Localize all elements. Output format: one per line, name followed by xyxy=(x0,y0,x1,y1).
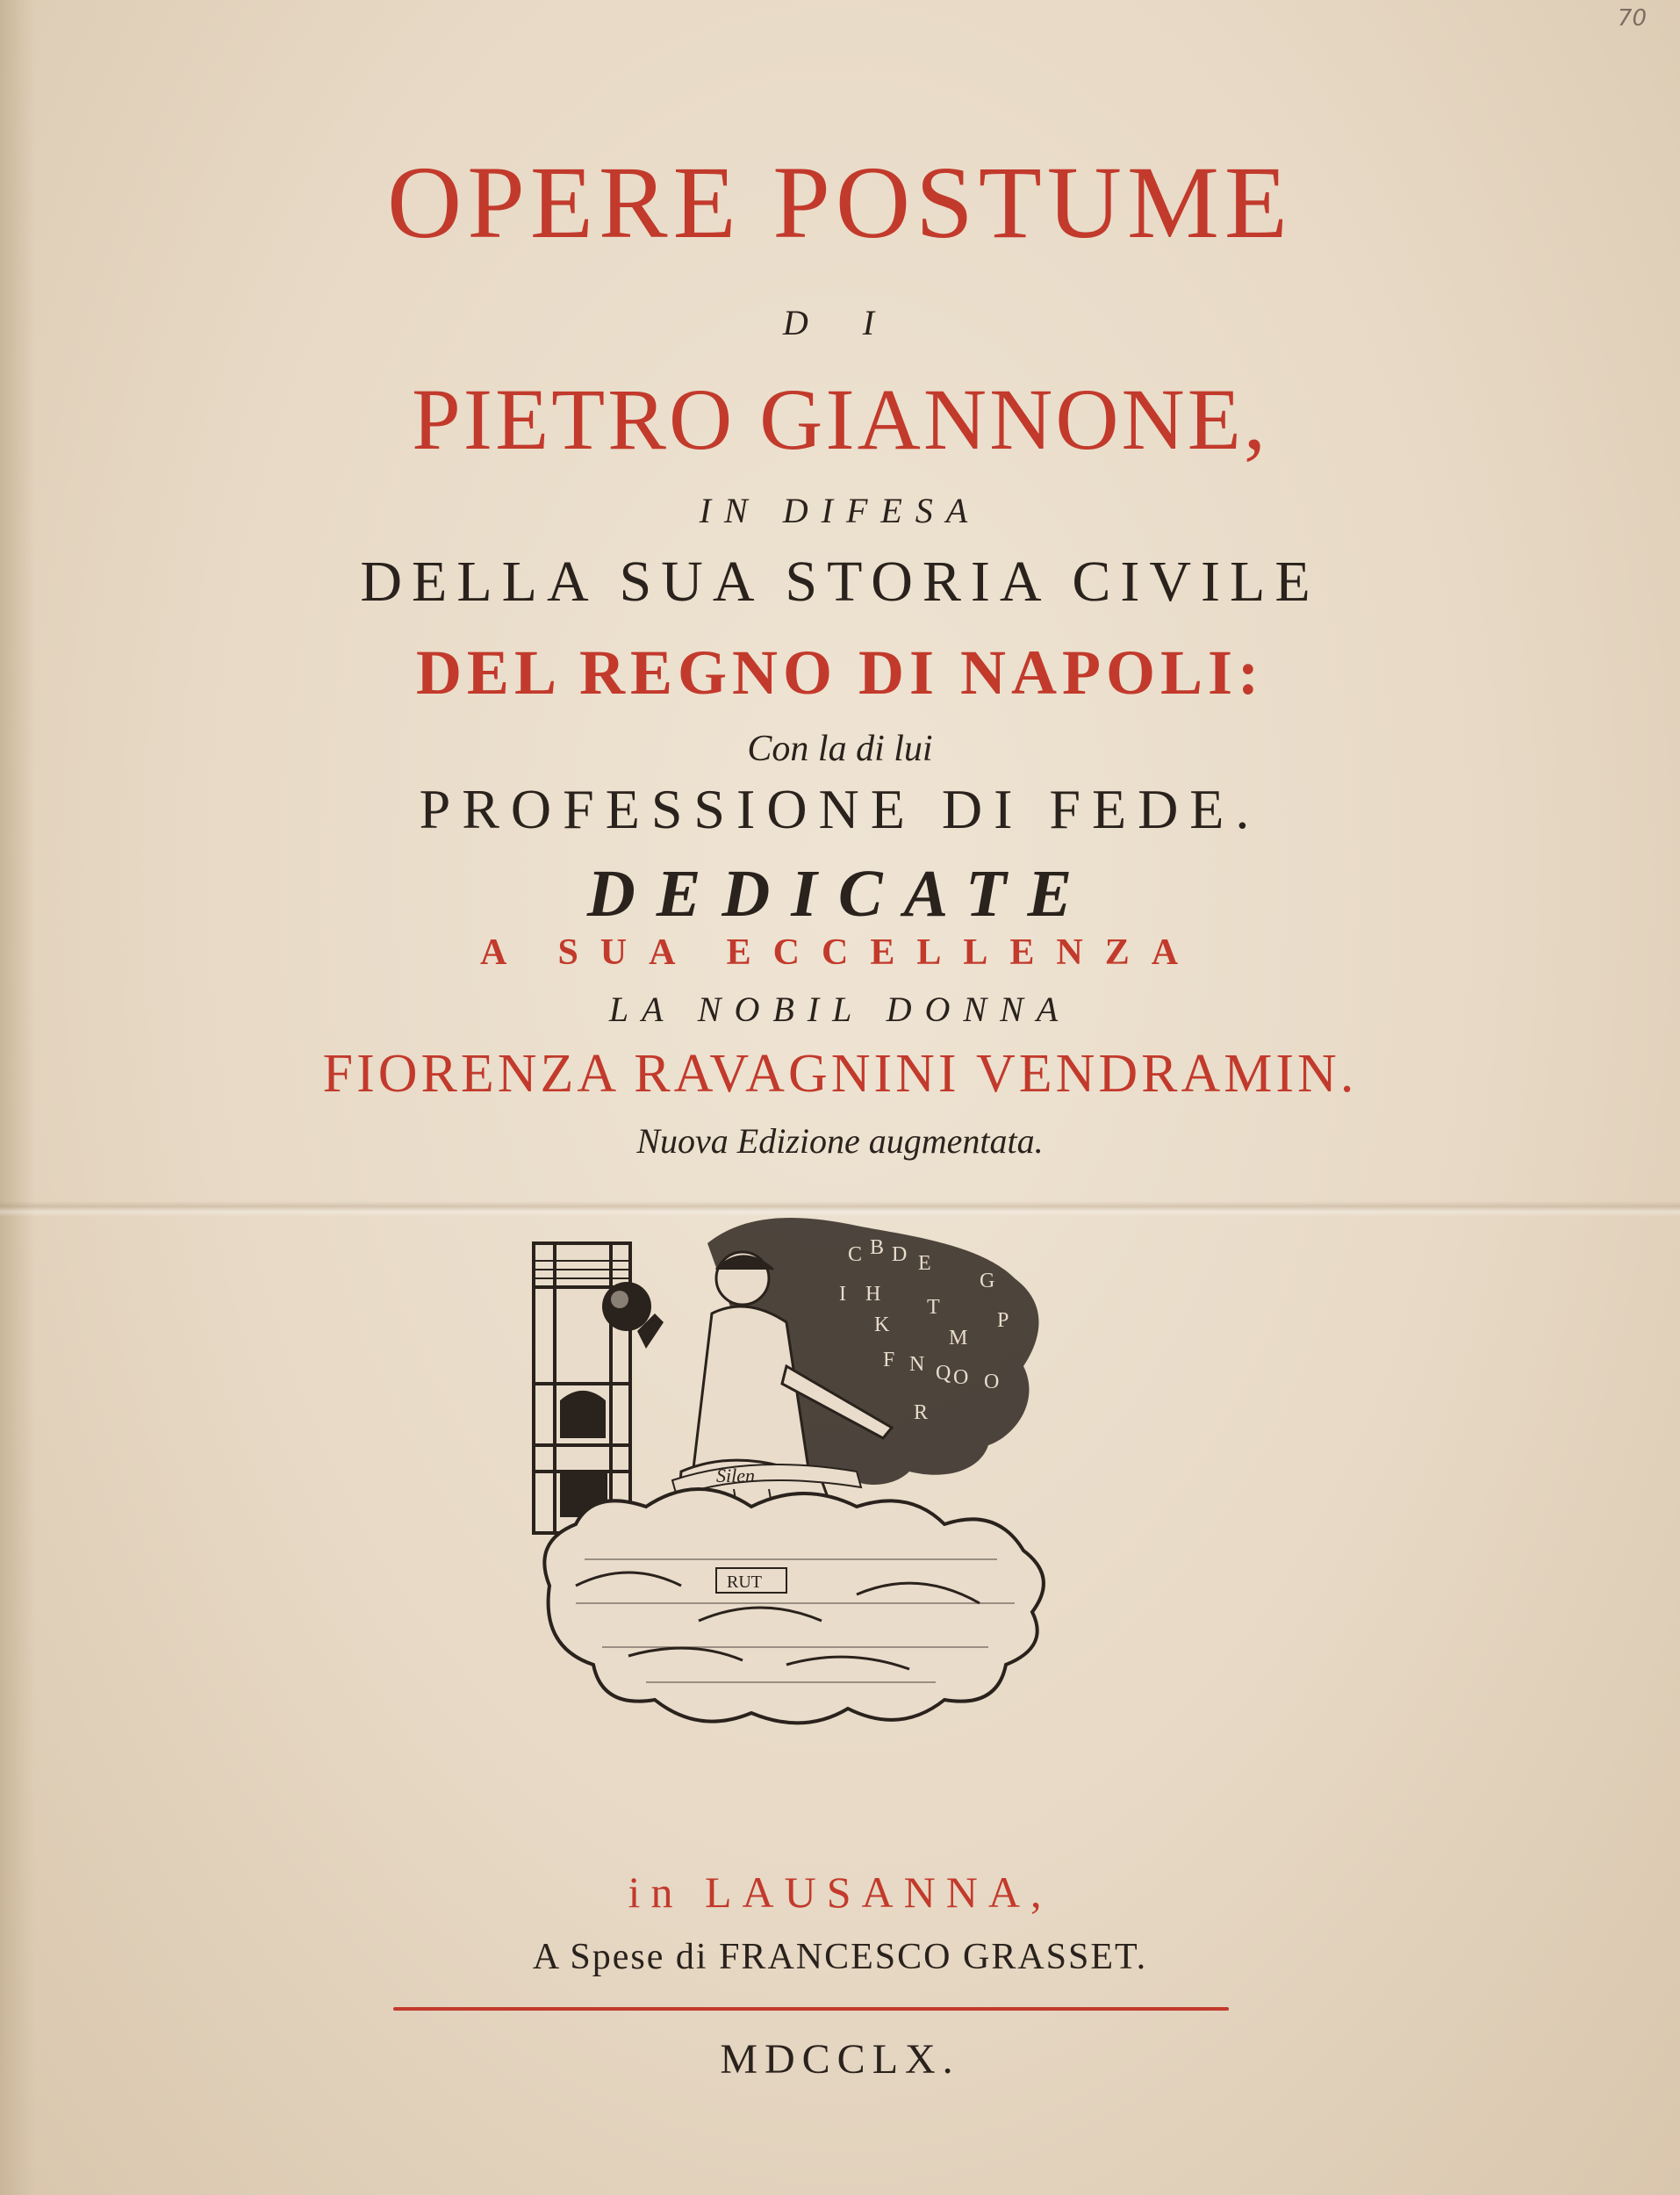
svg-text:Q: Q xyxy=(936,1362,951,1385)
svg-text:B: B xyxy=(870,1236,885,1259)
svg-text:R: R xyxy=(914,1401,929,1424)
dedicate-line: DEDICATE xyxy=(586,857,1094,931)
svg-text:M: M xyxy=(949,1327,968,1349)
svg-text:O: O xyxy=(953,1366,969,1389)
di-line: D I xyxy=(782,303,898,342)
regno-line: DEL REGNO DI NAPOLI: xyxy=(415,637,1265,708)
printer-device-woodcut-icon xyxy=(523,1208,1092,1735)
professione-line: PROFESSIONE DI FEDE. xyxy=(419,778,1261,840)
cloud-base xyxy=(544,1489,1044,1723)
svg-text:H: H xyxy=(865,1283,881,1306)
globe xyxy=(602,1282,651,1331)
svg-text:Silen: Silen xyxy=(716,1465,755,1486)
svg-text:G: G xyxy=(980,1270,995,1292)
imprint-rule xyxy=(393,2007,1229,2011)
svg-text:E: E xyxy=(918,1252,931,1275)
dedicatee-name: FIORENZA RAVAGNINI VENDRAMIN. xyxy=(322,1044,1358,1104)
svg-text:D: D xyxy=(892,1243,908,1266)
sua-eccellenza-line: A SUA ECCELLENZA xyxy=(479,932,1201,973)
book-title: OPERE POSTUME xyxy=(387,145,1293,260)
svg-text:K: K xyxy=(874,1313,890,1336)
imprint-publisher: A Spese di FRANCESCO GRASSET. xyxy=(532,1937,1148,1977)
svg-text:F: F xyxy=(883,1349,895,1371)
svg-text:I: I xyxy=(839,1283,846,1306)
svg-text:T: T xyxy=(927,1296,940,1319)
svg-text:P: P xyxy=(997,1309,1009,1332)
svg-text:RUT: RUT xyxy=(727,1572,762,1592)
con-la-di-lui-line: Con la di lui xyxy=(747,729,933,769)
pencil-annotation: 70 xyxy=(1617,5,1647,32)
storia-civile-line: DELLA SUA STORIA CIVILE xyxy=(360,550,1320,614)
author-name: PIETRO GIANNONE, xyxy=(412,371,1268,468)
imprint-year: MDCCLX. xyxy=(720,2036,960,2083)
svg-text:C: C xyxy=(848,1243,863,1266)
in-difesa-line: IN DIFESA xyxy=(699,491,981,530)
edition-line: Nuova Edizione augmentata. xyxy=(636,1121,1044,1161)
svg-text:O: O xyxy=(984,1371,1000,1393)
svg-text:N: N xyxy=(909,1353,925,1376)
imprint-place: in LAUSANNA, xyxy=(628,1868,1052,1917)
nobil-donna-line: LA NOBIL DONNA xyxy=(608,990,1072,1029)
